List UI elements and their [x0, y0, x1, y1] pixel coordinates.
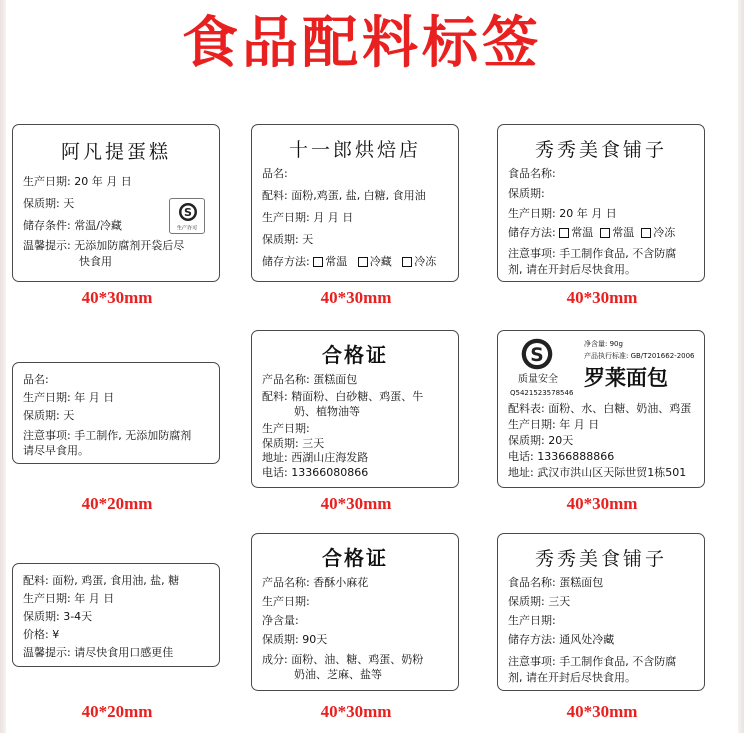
label-row: 温馨提示: 请尽快食用口感更佳 — [23, 646, 174, 659]
size-caption: 40*20mm — [81, 494, 153, 513]
label-row: 配料: 精面粉、白砂糖、鸡蛋、牛 — [262, 390, 424, 403]
label-row: 保质期: 3-4天 — [23, 610, 93, 623]
label-row: 配料表: 面粉、水、白糖、奶油、鸡蛋 — [508, 402, 692, 415]
label-card-small-2[interactable] — [12, 563, 220, 667]
label-row — [262, 255, 436, 269]
label-row: 食品名称: 蛋糕面包 — [508, 576, 604, 589]
storage-option: 常温 — [612, 226, 635, 239]
label-row: 配料: 面粉, 鸡蛋, 食用油, 盐, 糖 — [23, 574, 180, 587]
label-row: 保质期: 20天 — [508, 434, 574, 447]
label-row: 注意事项: 手工制作, 无添加防腐剂 — [23, 429, 192, 442]
size-caption: 40*20mm — [81, 702, 153, 721]
size-caption: 40*30mm — [81, 288, 153, 307]
storage-option: 冷冻 — [414, 255, 437, 268]
right-frame — [738, 0, 744, 733]
label-row: 保质期: 三天 — [508, 595, 571, 608]
label-card-shiyilang[interactable] — [251, 124, 459, 282]
net-weight: 净含量: 90g — [584, 340, 623, 348]
label-row: 食品名称: — [508, 167, 556, 180]
shop-name: 阿凡提蛋糕 — [60, 141, 171, 163]
qs-logo-icon — [178, 202, 198, 222]
checkbox-icon — [358, 257, 368, 267]
production-license-badge — [169, 198, 205, 234]
storage-option: 冷冻 — [653, 226, 676, 239]
label-card-xiuxiu-2[interactable] — [497, 533, 705, 691]
label-row: 电话: 13366080866 — [262, 466, 369, 479]
certificate-heading: 合格证 — [322, 546, 388, 570]
storage-label: 储存方法: — [262, 255, 310, 268]
checkbox-icon — [313, 257, 323, 267]
label-row: 储存条件: 常温/冷藏 — [23, 219, 122, 232]
svg-text:S: S — [530, 344, 544, 366]
label-row: 配料: 面粉,鸡蛋, 盐, 白糖, 食用油 — [262, 189, 426, 202]
label-card-afanti[interactable] — [12, 124, 220, 282]
label-row: 剂, 请在开封后尽快食用。 — [508, 263, 636, 276]
shop-name: 秀秀美食铺子 — [534, 139, 667, 161]
label-row: 温馨提示: 无添加防腐剂开袋后尽 — [23, 239, 185, 252]
page-title: 食品配料标签 — [182, 10, 542, 76]
label-row: 生产日期: — [262, 595, 310, 608]
label-card-certificate-2[interactable] — [251, 533, 459, 691]
label-row: 生产日期: 20 年 月 日 — [23, 175, 132, 188]
checkbox-icon — [641, 228, 651, 238]
checkbox-icon — [600, 228, 610, 238]
label-row: 价格: ¥ — [23, 628, 60, 641]
label-row: 奶油、芝麻、盐等 — [294, 668, 382, 681]
svg-text:S: S — [184, 206, 192, 219]
label-row: 产品名称: 香酥小麻花 — [262, 576, 369, 589]
label-card-certificate-1[interactable] — [251, 330, 459, 488]
size-caption: 40*30mm — [566, 288, 638, 307]
label-row: 快食用 — [79, 255, 112, 268]
label-row: 保质期: 天 — [262, 233, 314, 246]
left-frame — [0, 0, 6, 733]
label-row: 奶、植物油等 — [294, 405, 360, 418]
storage-label: 储存方法: — [508, 226, 556, 239]
label-row: 电话: 13366888866 — [508, 450, 615, 463]
label-row — [508, 226, 675, 240]
storage-option: 冷藏 — [369, 255, 392, 268]
size-caption: 40*30mm — [320, 702, 392, 721]
label-row: 产品名称: 蛋糕面包 — [262, 373, 358, 386]
label-row: 生产日期: 年 月 日 — [23, 391, 115, 404]
label-row: 保质期: 三天 — [262, 437, 325, 450]
checkbox-icon — [559, 228, 569, 238]
label-row: 净含量: — [262, 614, 299, 627]
label-row: 地址: 武汉市洪山区天际世贸1栋501 — [508, 466, 687, 479]
label-row: 地址: 西湖山庄海发路 — [262, 451, 369, 464]
size-caption: 40*30mm — [566, 702, 638, 721]
checkbox-icon — [402, 257, 412, 267]
label-card-luolai[interactable] — [497, 330, 705, 488]
label-row: 成分: 面粉、油、糖、鸡蛋、奶粉 — [262, 653, 424, 666]
label-card-small-1[interactable] — [12, 362, 220, 464]
quality-code: Q5421523578546 — [510, 389, 574, 397]
storage-option: 常温 — [571, 226, 594, 239]
label-row: 储存方法: 通风处冷藏 — [508, 633, 615, 646]
label-row: 保质期: 天 — [23, 197, 75, 210]
label-row: 生产日期: 年 月 日 — [23, 592, 115, 605]
label-row: 剂, 请在开封后尽快食用。 — [508, 671, 636, 684]
product-name: 罗莱面包 — [584, 366, 668, 390]
label-row: 品名: — [262, 167, 288, 180]
certificate-heading: 合格证 — [322, 343, 388, 367]
shop-name: 十一郎烘焙店 — [288, 139, 421, 161]
label-row: 生产日期: 月 月 日 — [262, 211, 354, 224]
label-card-xiuxiu[interactable] — [497, 124, 705, 282]
label-row: 保质期: 天 — [23, 409, 75, 422]
size-caption: 40*30mm — [320, 288, 392, 307]
label-row: 注意事项: 手工制作食品, 不含防腐 — [508, 655, 677, 668]
label-row: 保质期: 90天 — [262, 633, 328, 646]
label-row: 保质期: — [508, 187, 545, 200]
badge-text: 生产许可 — [176, 225, 198, 231]
standard: 产品执行标准: GB/T201662-2006 — [584, 352, 695, 360]
label-row: 生产日期: 20 年 月 日 — [508, 207, 617, 220]
size-caption: 40*30mm — [320, 494, 392, 513]
label-row: 生产日期: — [262, 422, 310, 435]
qs-logo-icon — [520, 337, 554, 371]
label-row: 生产日期: — [508, 614, 556, 627]
shop-name: 秀秀美食铺子 — [534, 548, 667, 570]
label-row: 请尽早食用。 — [23, 444, 89, 457]
storage-option: 常温 — [325, 255, 348, 268]
quality-badge-label: 质量安全 — [518, 374, 558, 385]
label-row: 生产日期: 年 月 日 — [508, 418, 600, 431]
label-row: 品名: — [23, 373, 49, 386]
label-row: 注意事项: 手工制作食品, 不含防腐 — [508, 247, 677, 260]
size-caption: 40*30mm — [566, 494, 638, 513]
